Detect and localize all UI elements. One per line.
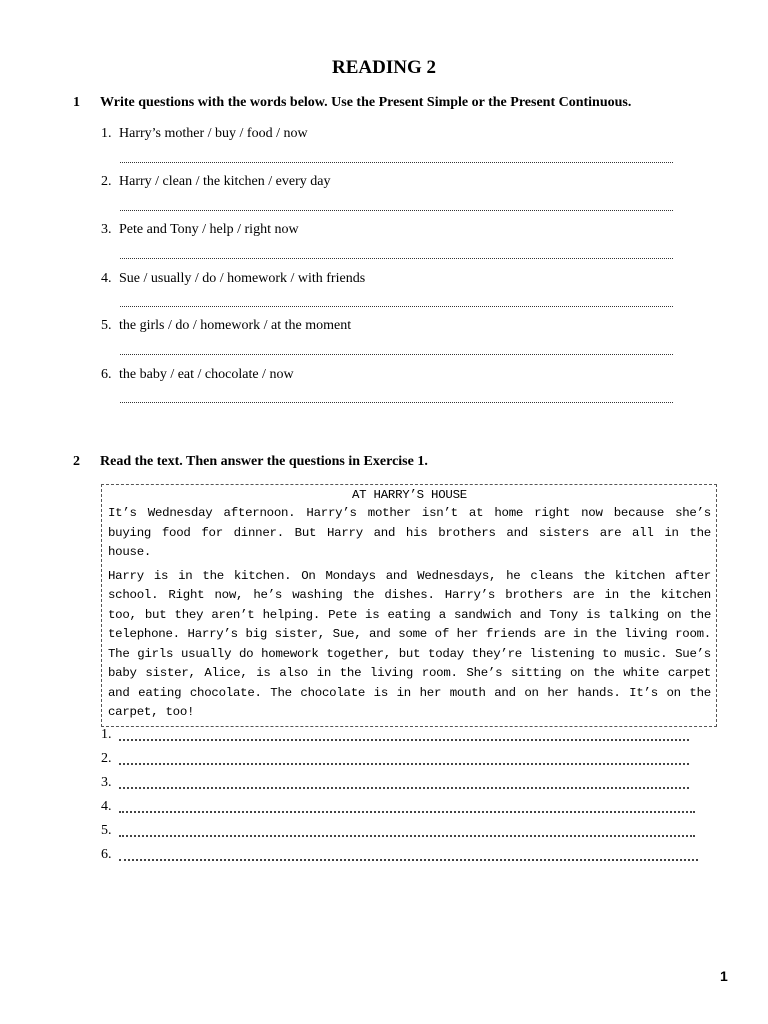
question-prompt: the baby / eat / chocolate / now [119, 367, 294, 382]
question-number: 2. [101, 174, 112, 189]
question-item-2 [101, 174, 330, 190]
answer-line-6[interactable] [120, 398, 673, 403]
exercise-2-heading [73, 454, 428, 470]
answer-number: 1. [101, 727, 112, 742]
question-prompt: Harry’s mother / buy / food / now [119, 126, 308, 141]
reading-text-box [101, 484, 717, 727]
question-number: 4. [101, 271, 112, 286]
answer-number: 6. [101, 847, 112, 862]
page-number: 1 [720, 968, 728, 984]
answer-line-2[interactable] [120, 206, 673, 211]
answer-dots-5[interactable] [119, 829, 695, 837]
answer-item-2 [101, 751, 119, 767]
question-number: 5. [101, 318, 112, 333]
answer-item-5 [101, 823, 119, 839]
answer-line-5[interactable] [120, 350, 673, 355]
answer-item-6 [101, 847, 119, 863]
question-item-6 [101, 367, 294, 383]
exercise-1-instruction: Write questions with the words below. Use the Present Simple or the Present Continuous. [100, 95, 632, 110]
answer-number: 4. [101, 799, 112, 814]
exercise-1-number: 1 [73, 95, 80, 110]
answer-item-3 [101, 775, 119, 791]
question-prompt: the girls / do / homework / at the moment [119, 318, 352, 333]
answer-line-4[interactable] [120, 302, 673, 307]
question-prompt: Pete and Tony / help / right now [119, 222, 299, 237]
exercise-2-number: 2 [73, 454, 80, 469]
answer-dots-6[interactable] [119, 853, 698, 861]
answer-number: 3. [101, 775, 112, 790]
question-prompt: Sue / usually / do / homework / with friends [119, 271, 366, 286]
reading-text-title: AT HARRY’S HOUSE [352, 488, 467, 502]
exercise-2-instruction: Read the text. Then answer the questions in Exercise 1. [100, 454, 428, 469]
reading-paragraph-1: It’s Wednesday afternoon. Harry’s mother isn’t at home right now because she’s buying food for dinner. But Harry and his brothers and sisters are all in the house. [108, 506, 711, 559]
question-item-4 [101, 271, 365, 287]
reading-paragraph-2: Harry is in the kitchen. On Mondays and Wednesdays, he cleans the kitchen after school. Right now, he’s washing the dishes. Harry’s brothers are in the kitchen too, but they aren’t helping. Pete is eating a sandwich and Tony is talking on the telephone. Harry’s big sister, Sue, and some of her friends are in the living room. The girls usually do homework together, but today they’re listening to music. Sue’s baby sister, Alice, is also in the living room. She’s sitting on the white carpet and eating chocolate. The chocolate is in her mouth and on her hands. It’s on the carpet, too! [108, 568, 711, 719]
answer-dots-1[interactable] [119, 733, 689, 741]
question-item-5 [101, 318, 351, 334]
question-number: 3. [101, 222, 112, 237]
page-title: READING 2 [332, 57, 436, 78]
answer-dots-3[interactable] [119, 781, 689, 789]
question-item-3 [101, 222, 299, 238]
answer-item-4 [101, 799, 119, 815]
answer-dots-4[interactable] [119, 805, 695, 813]
answer-number: 5. [101, 823, 112, 838]
answer-number: 2. [101, 751, 112, 766]
answer-line-1[interactable] [120, 158, 673, 163]
question-number: 1. [101, 126, 112, 141]
answer-line-3[interactable] [120, 254, 673, 259]
question-prompt: Harry / clean / the kitchen / every day [119, 174, 331, 189]
exercise-1-heading [73, 95, 631, 111]
question-item-1 [101, 126, 308, 142]
answer-item-1 [101, 727, 119, 743]
answer-dots-2[interactable] [119, 757, 689, 765]
question-number: 6. [101, 367, 112, 382]
